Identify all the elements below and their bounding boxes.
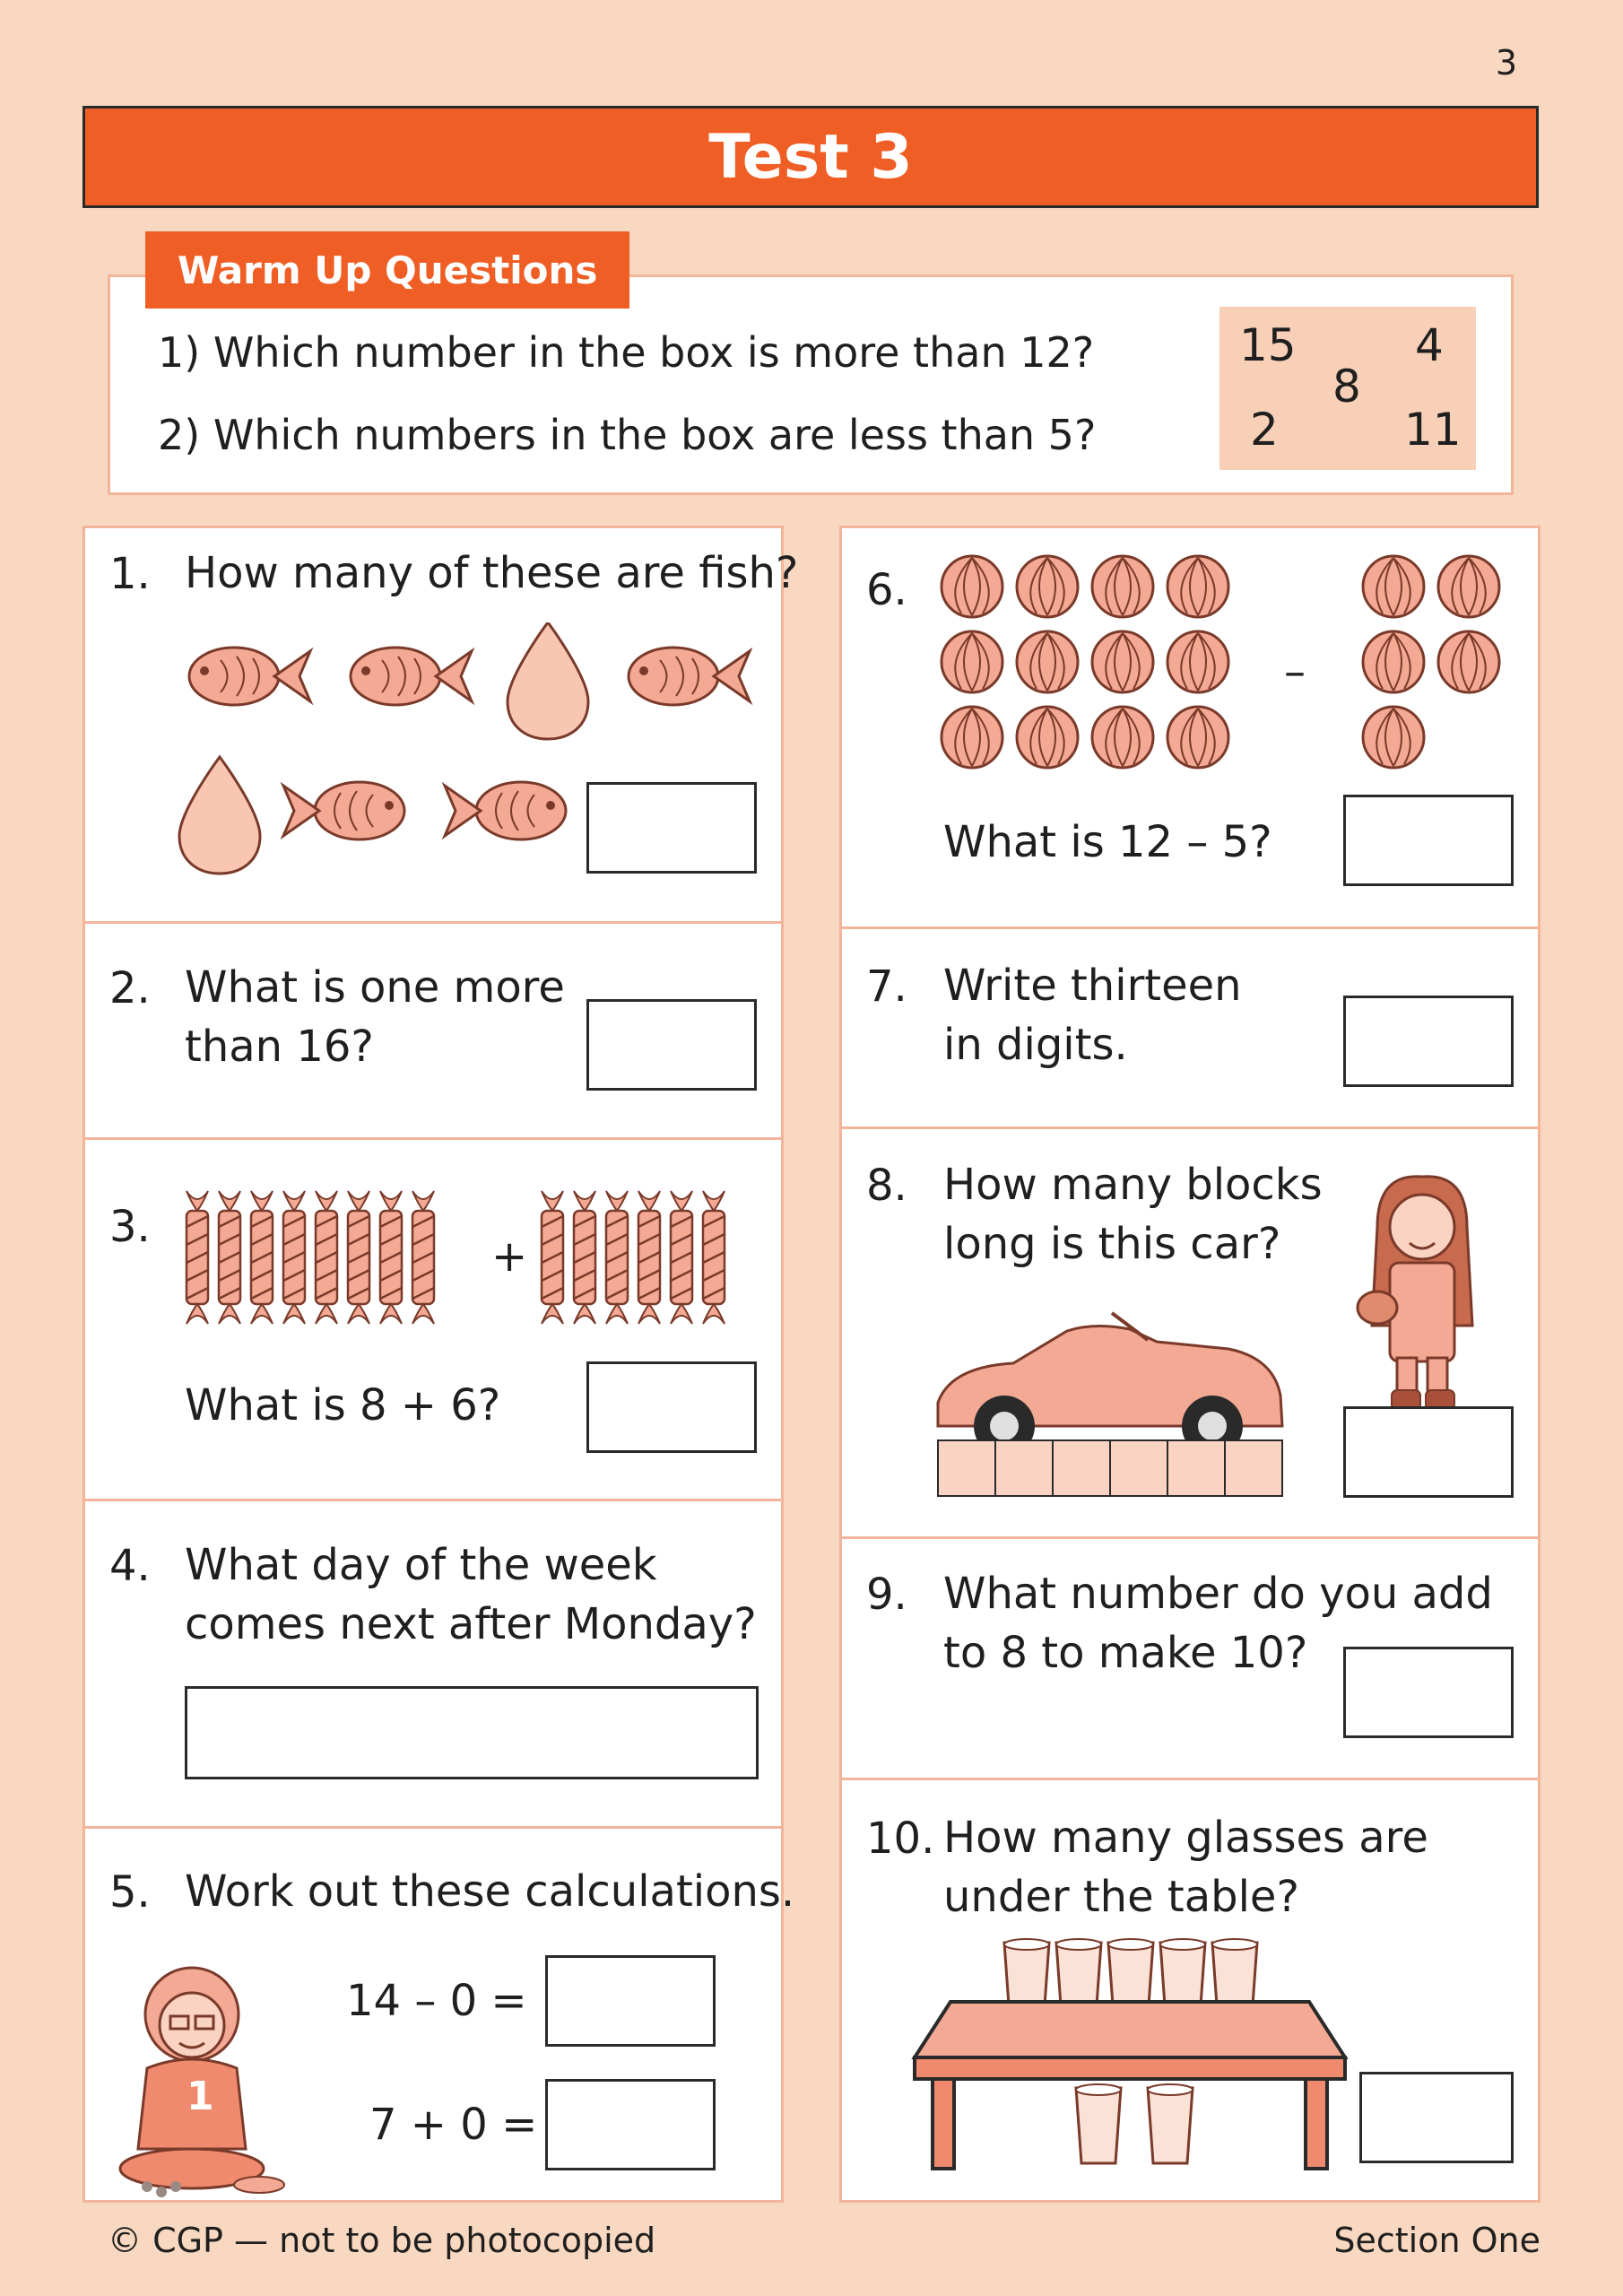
box-number: 8 xyxy=(1332,361,1361,413)
box-number: 15 xyxy=(1239,319,1297,371)
question-number: 3. xyxy=(109,1202,151,1252)
warm-up-question-1: 1) Which number in the box is more than 12? xyxy=(158,328,1095,377)
answer-box-q7[interactable] xyxy=(1343,996,1514,1087)
question-text-line1: What day of the week xyxy=(185,1540,657,1590)
test-title-bar xyxy=(82,106,1539,208)
onion-icon xyxy=(1363,631,1424,692)
sweet-icon xyxy=(412,1191,434,1324)
question-text-line1: How many glasses are xyxy=(943,1813,1428,1863)
question-number: 9. xyxy=(866,1570,907,1620)
answer-box-q1[interactable] xyxy=(586,782,757,874)
question-text-line1: Write thirteen xyxy=(943,961,1242,1011)
question-text-line1: How many blocks xyxy=(943,1160,1323,1210)
fish-icon xyxy=(445,782,566,839)
answer-box-q3[interactable] xyxy=(586,1361,757,1453)
fish-icon xyxy=(629,648,750,705)
onion-icon xyxy=(1438,631,1499,692)
answer-box-q2[interactable] xyxy=(586,999,757,1091)
question-number: 5. xyxy=(109,1867,151,1918)
page-number: 3 xyxy=(1495,43,1517,83)
sweet-icon xyxy=(671,1191,692,1324)
onion-icon xyxy=(1167,556,1228,617)
question-text-line2: long is this car? xyxy=(943,1219,1281,1269)
glass-icon xyxy=(1076,2084,1121,2163)
shirt-number: 1 xyxy=(187,2074,214,2119)
sweet-icon xyxy=(606,1191,628,1324)
onion-icon xyxy=(1092,631,1153,692)
question-number: 2. xyxy=(109,963,151,1013)
answer-box-q5b[interactable] xyxy=(545,2079,716,2170)
girl-illustration xyxy=(1350,1173,1494,1415)
section-footer: Section One xyxy=(1333,2221,1541,2260)
onion-icon xyxy=(1017,707,1078,768)
car-on-blocks-illustration xyxy=(933,1295,1291,1500)
question-text-line2: to 8 to make 10? xyxy=(943,1628,1308,1678)
water-drop-icon xyxy=(508,622,588,739)
question-text-line2: under the table? xyxy=(943,1872,1299,1922)
sweet-icon xyxy=(380,1191,402,1324)
sweet-icon xyxy=(251,1191,273,1324)
warm-up-question-2: 2) Which numbers in the box are less than 5? xyxy=(158,411,1097,459)
question-number: 4. xyxy=(109,1541,151,1591)
onions-illustration xyxy=(940,554,1514,778)
water-drop-icon xyxy=(179,757,260,874)
calculation-1: 14 – 0 = xyxy=(346,1976,527,2026)
question-number: 6. xyxy=(866,565,907,615)
answer-box-q4[interactable] xyxy=(185,1686,759,1779)
sweet-icon xyxy=(219,1191,240,1324)
sweet-icon xyxy=(316,1191,337,1324)
onion-icon xyxy=(1092,556,1153,617)
warm-up-tab xyxy=(145,231,629,309)
box-number: 4 xyxy=(1415,319,1444,371)
page-title: Test 3 xyxy=(708,121,913,193)
question-text-line2: comes next after Monday? xyxy=(185,1599,757,1649)
sweet-icon xyxy=(542,1191,563,1324)
sweet-icon xyxy=(638,1191,660,1324)
box-number: 11 xyxy=(1404,404,1462,456)
answer-box-q10[interactable] xyxy=(1359,2072,1514,2163)
box-number: 2 xyxy=(1250,404,1279,456)
onion-icon xyxy=(1167,631,1228,692)
onion-icon xyxy=(1438,556,1499,617)
question-text-line1: What number do you add xyxy=(943,1569,1493,1619)
question-text: How many of these are fish? xyxy=(185,548,799,598)
sweet-icon xyxy=(283,1191,305,1324)
calculation-2: 7 + 0 = xyxy=(369,2100,538,2150)
answer-box-q8[interactable] xyxy=(1343,1406,1514,1498)
onion-icon xyxy=(1017,631,1078,692)
minus-sign: – xyxy=(1284,647,1306,697)
copyright-footer: © CGP — not to be photocopied xyxy=(108,2221,656,2260)
question-text-line1: What is one more xyxy=(185,962,565,1013)
onion-icon xyxy=(942,707,1002,768)
question-number: 1. xyxy=(109,549,151,599)
question-text: What is 12 – 5? xyxy=(943,817,1272,867)
question-text-line2: than 16? xyxy=(185,1022,374,1072)
answer-box-q5a[interactable] xyxy=(545,1955,716,2047)
question-number: 10. xyxy=(866,1813,935,1864)
onion-icon xyxy=(1363,707,1424,768)
question-text-line2: in digits. xyxy=(943,1020,1128,1070)
onion-icon xyxy=(1017,556,1078,617)
answer-box-q9[interactable] xyxy=(1343,1647,1514,1738)
onion-icon xyxy=(1363,556,1424,617)
number-box xyxy=(1219,307,1476,470)
onion-icon xyxy=(1167,707,1228,768)
sweets-illustration xyxy=(179,1184,762,1336)
question-number: 7. xyxy=(866,961,907,1012)
table-and-glasses-illustration xyxy=(906,1935,1354,2174)
question-number: 8. xyxy=(866,1161,907,1211)
onion-icon xyxy=(942,631,1002,692)
sweet-icon xyxy=(703,1191,725,1324)
fish-icon xyxy=(189,648,310,705)
onion-icon xyxy=(942,556,1002,617)
warm-up-heading: Warm Up Questions xyxy=(178,248,598,292)
sweet-icon xyxy=(574,1191,595,1324)
question-text: Work out these calculations. xyxy=(185,1866,795,1917)
sweet-icon xyxy=(187,1191,208,1324)
answer-box-q6[interactable] xyxy=(1343,795,1514,886)
question-text: What is 8 + 6? xyxy=(185,1380,501,1431)
onion-icon xyxy=(1092,707,1153,768)
glass-icon xyxy=(1148,2084,1193,2163)
fish-icon xyxy=(351,648,472,705)
fish-icon xyxy=(283,782,404,839)
plus-sign: + xyxy=(491,1231,528,1282)
sweet-icon xyxy=(348,1191,369,1324)
